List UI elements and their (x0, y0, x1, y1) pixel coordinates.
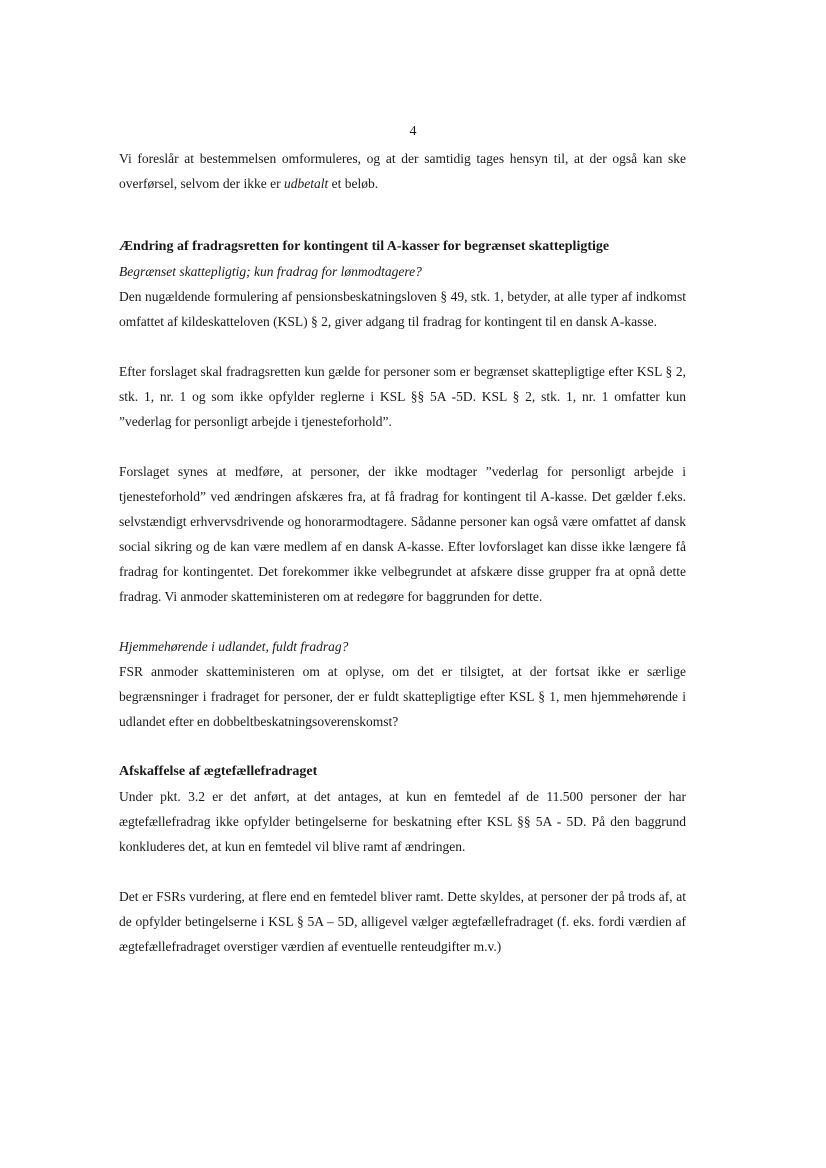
paragraph: Den nugældende formulering af pensionsbeskatningsloven § 49, stk. 1, betyder, at alle typer af indkomst omfattet af kildeskatteloven (KSL) § 2, giver adgang til fradrag for kontingent til en dansk A-kasse. (119, 289, 686, 329)
intro-paragraph (119, 146, 686, 196)
paragraph: Under pkt. 3.2 er det anført, at det antages, at kun en femtedel af de 11.500 personer der har ægtefællefradrag ikke opfylder betingelserne for beskatning efter KSL §§ 5A - 5D. På den baggrund konkluderes det, at kun en femtedel vil blive ramt af ændringen. (119, 789, 686, 854)
paragraph: Forslaget synes at medføre, at personer, der ikke modtager ”vederlag for personligt arbejde i tjenesteforhold” ved ændringen afskæres fra, at få fradrag for kontingent til A-kasse. Det gælder f.eks. selvstændigt erhvervsdrivende og honorarmodtagere. Sådanne personer kan også være omfattet af dansk social sikring og de kan være medlem af en dansk A-kasse. Efter lovforslaget kan disse ikke længere få fradrag for kontingentet. Det forekommer ikke velbegrundet at afskære disse grupper fra at opnå dette fradrag. Vi anmoder skatteministeren om at redegøre for baggrunden for dette. (119, 464, 686, 604)
subheading-begraenset: Begrænset skattepligtig; kun fradrag for lønmodtagere? (119, 264, 422, 279)
intro-italic-word: udbetalt (283, 176, 329, 191)
subheading-hjemmehoerende: Hjemmehørende i udlandet, fuldt fradrag? (119, 639, 349, 654)
paragraph: Efter forslaget skal fradragsretten kun gælde for personer som er begrænset skattepligtige efter KSL § 2, stk. 1, nr. 1 og som ikke opfylder reglerne i KSL §§ 5A -5D. KSL § 2, stk. 1, nr. 1 omfatter kun ”vederlag for personligt arbejde i tjenesteforhold”. (119, 364, 686, 429)
section-heading-aegtefaelle: Afskaffelse af ægtefællefradraget (119, 764, 318, 779)
paragraph: FSR anmoder skatteministeren om at oplyse, om det er tilsigtet, at der fortsat ikke er særlige begrænsninger i fradraget for personer, der er fuldt skattepligtige efter KSL § 1, men hjemmehørende i udlandet efter en dobbeltbeskatningsoverenskomst? (119, 664, 686, 729)
intro-text-end: et beløb. (328, 176, 379, 191)
paragraph: Det er FSRs vurdering, at flere end en femtedel bliver ramt. Dette skyldes, at personer der på trods af, at de opfylder betingelserne i KSL § 5A – 5D, alligevel vælger ægtefællefradraget (f. eks. fordi værdien af ægtefællefradraget overstiger værdien af eventuelle renteudgifter m.v.) (119, 889, 686, 954)
page-number: 4 (409, 124, 417, 139)
intro-text: Vi foreslår at bestemmelsen omformuleres, og at der samtidig tages hensyn til, at der også kan ske overførsel, selvom der ikke er (119, 151, 686, 191)
section-heading-a-kasse: Ændring af fradragsretten for kontingent til A-kasser for begrænset skattepligtige (119, 239, 610, 254)
document-body (119, 146, 686, 959)
